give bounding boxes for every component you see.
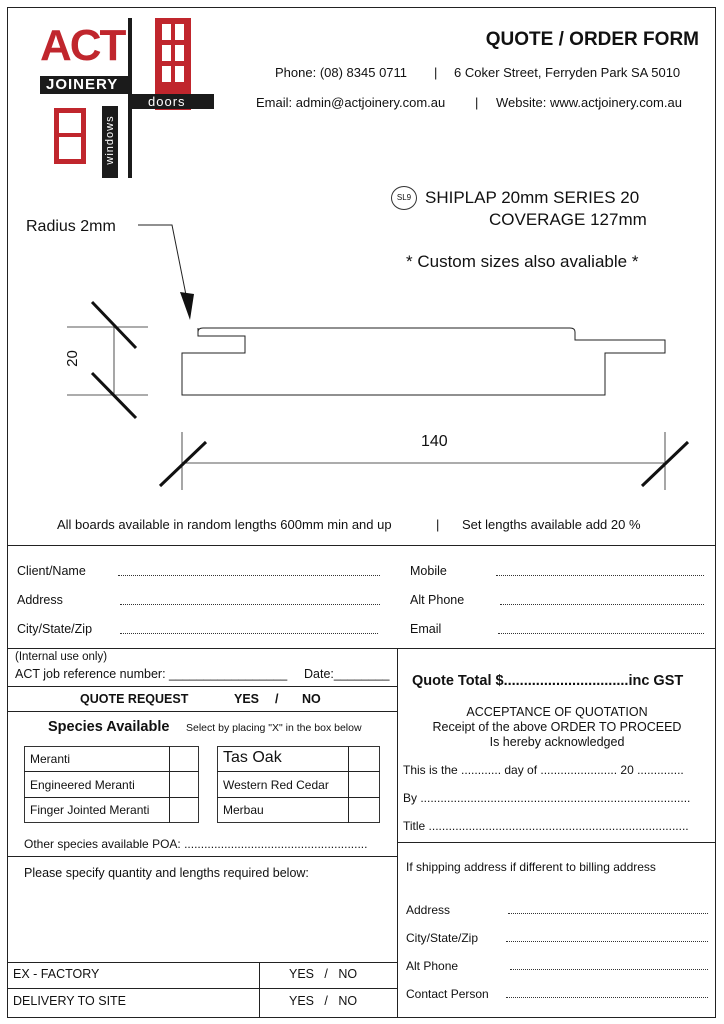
acceptance-line-1: Receipt of the above ORDER TO PROCEED (432, 720, 682, 734)
delivery-to-site-yes-no[interactable]: YES / NO (289, 994, 358, 1008)
species-checkbox[interactable] (349, 772, 379, 796)
species-checkbox[interactable] (170, 772, 198, 796)
header-separator: | (434, 65, 438, 80)
quote-request-yes[interactable]: YES (234, 692, 260, 706)
species-option: Merbau (223, 803, 264, 817)
alt-phone-label: Alt Phone (410, 593, 465, 607)
quantity-instruction: Please specify quantity and lengths required below: (24, 866, 309, 880)
header-separator: | (475, 95, 479, 110)
shipping-note: If shipping address if different to billing address (406, 860, 656, 874)
species-instruction: Select by placing "X" in the box below (186, 722, 362, 734)
species-checkbox[interactable] (349, 798, 379, 822)
ship-address-field[interactable] (508, 913, 708, 914)
mobile-label: Mobile (410, 564, 447, 578)
species-checkbox[interactable] (170, 798, 198, 822)
ship-city-label: City/State/Zip (406, 931, 479, 945)
address-label: Address (17, 593, 63, 607)
set-lengths-note: Set lengths available add 20 % (462, 517, 641, 532)
acceptance-heading: ACCEPTANCE OF QUOTATION (466, 705, 648, 719)
logo-doors-text: doors (148, 94, 186, 109)
client-name-label: Client/Name (17, 564, 86, 578)
company-address: 6 Coker Street, Ferryden Park SA 5010 (454, 65, 681, 80)
quote-request-slash: / (275, 692, 279, 706)
ship-contact-field[interactable] (506, 997, 708, 998)
product-code-badge (391, 186, 417, 210)
ship-city-field[interactable] (506, 941, 708, 942)
logo-window-graphic (54, 108, 86, 164)
width-dimension: 140 (421, 433, 448, 450)
ship-address-label: Address (406, 903, 451, 917)
ship-contact-label: Contact Person (406, 987, 489, 1001)
species-option: Finger Jointed Meranti (30, 803, 150, 817)
species-checkbox[interactable] (170, 747, 198, 771)
radius-label: Radius 2mm (26, 218, 116, 235)
species-checkbox[interactable] (349, 747, 379, 771)
client-name-field[interactable] (118, 575, 380, 576)
email-label: Email (410, 622, 442, 636)
product-name: SHIPLAP 20mm SERIES 20 (425, 188, 640, 207)
custom-sizes-note: * Custom sizes also avaliable * (406, 252, 639, 271)
acceptance-title-field[interactable]: Title .............................................................................. (403, 819, 689, 833)
quantity-lengths-area[interactable] (10, 885, 395, 960)
product-coverage: COVERAGE 127mm (489, 210, 647, 229)
internal-use-note: (Internal use only) (15, 651, 108, 663)
ship-alt-phone-label: Alt Phone (406, 959, 459, 973)
species-option: Meranti (30, 752, 71, 766)
mobile-field[interactable] (496, 575, 704, 576)
email-field[interactable] (498, 633, 704, 634)
shiplap-profile-drawing (0, 210, 724, 500)
delivery-to-site-label: DELIVERY TO SITE (13, 994, 127, 1008)
ex-factory-yes-no[interactable]: YES / NO (289, 967, 358, 981)
ex-factory-label: EX - FACTORY (13, 967, 100, 981)
form-title: QUOTE / ORDER FORM (485, 29, 699, 50)
species-option: Western Red Cedar (223, 778, 329, 792)
phone-text: Phone: (08) 8345 0711 (275, 65, 408, 80)
acceptance-by-field[interactable]: By ................................................................................. (403, 791, 691, 805)
availability-separator: | (436, 517, 440, 532)
address-field[interactable] (120, 604, 380, 605)
ship-alt-phone-field[interactable] (510, 969, 708, 970)
email-text: Email: admin@actjoinery.com.au (256, 95, 446, 110)
species-option: Engineered Meranti (30, 778, 135, 792)
quote-request-label: QUOTE REQUEST (80, 692, 189, 706)
logo-act-text: ACT (40, 21, 125, 70)
quote-total-field[interactable]: Quote Total $...............................inc GST (412, 673, 684, 689)
city-state-zip-field[interactable] (120, 633, 378, 634)
alt-phone-field[interactable] (500, 604, 704, 605)
random-lengths-note: All boards available in random lengths 600mm min and up (57, 517, 392, 532)
job-reference-field[interactable]: ACT job reference number: _________________ (15, 667, 288, 681)
acceptance-line-2: Is hereby acknowledged (489, 735, 625, 749)
date-field[interactable]: Date:________ (304, 667, 390, 681)
city-state-zip-label: City/State/Zip (17, 622, 93, 636)
act-joinery-logo (40, 18, 215, 178)
website-text: Website: www.actjoinery.com.au (496, 95, 682, 110)
acceptance-date-field[interactable]: This is the ............ day of ....................... 20 .............. (403, 763, 684, 777)
other-species-field[interactable]: Other species available POA: ....................................................... (24, 837, 368, 851)
quote-request-no[interactable]: NO (302, 692, 321, 706)
logo-joinery-text: JOINERY (46, 76, 119, 93)
species-option: Tas Oak (223, 749, 282, 766)
height-dimension: 20 (63, 350, 81, 367)
product-code: SL9 (396, 193, 412, 202)
logo-windows-text: windows (104, 115, 116, 165)
species-heading: Species Available (48, 719, 170, 735)
